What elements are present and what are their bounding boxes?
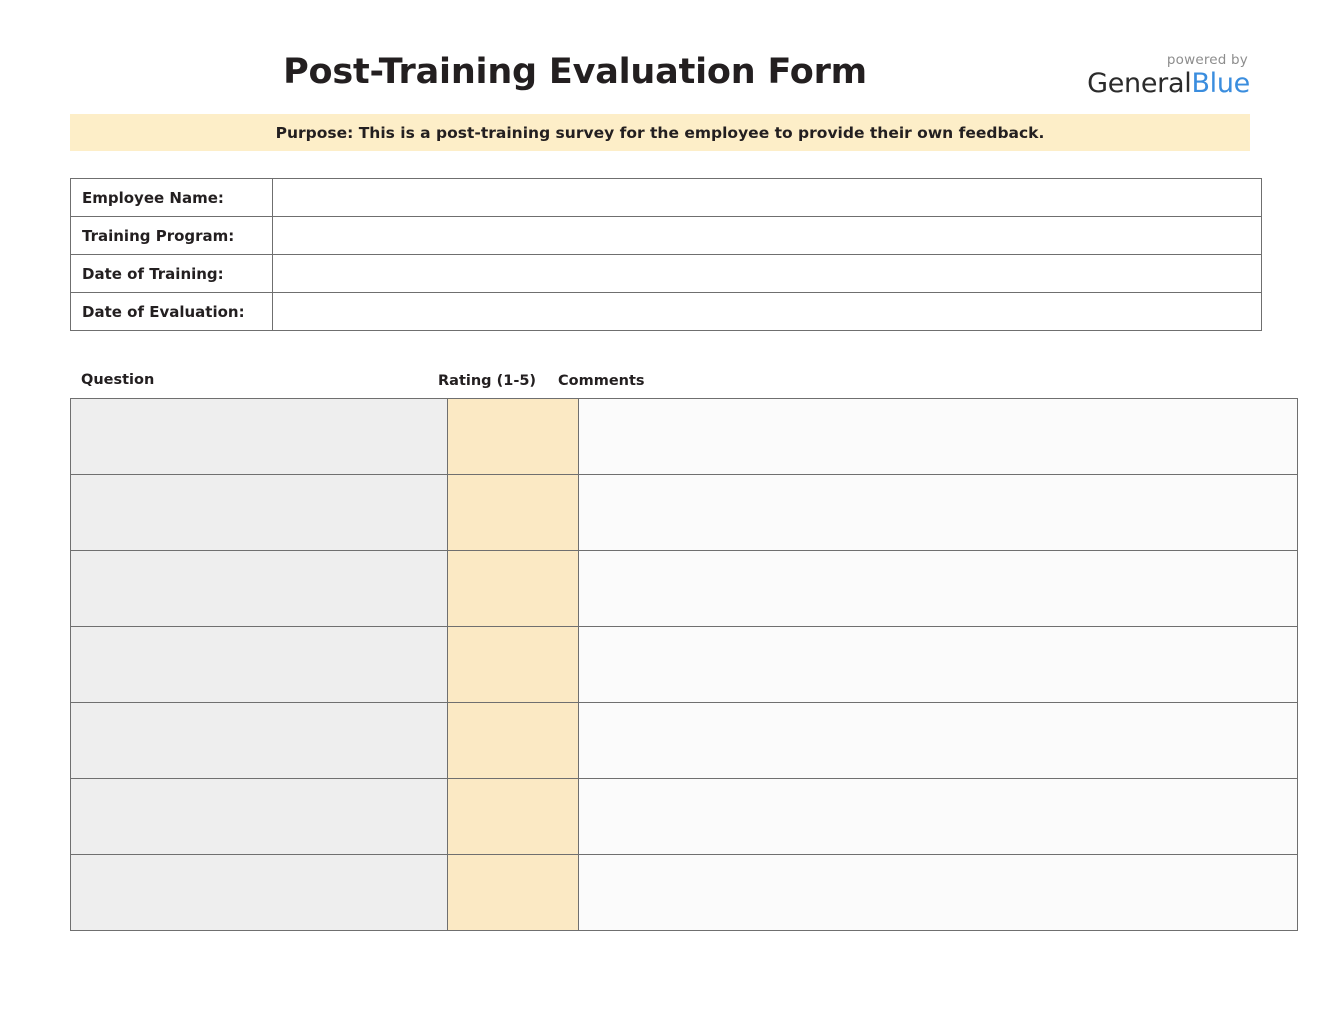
table-row	[71, 779, 1298, 855]
comments-cell[interactable]	[579, 855, 1298, 931]
table-row	[71, 627, 1298, 703]
page-title: Post-Training Evaluation Form	[283, 52, 867, 92]
comments-cell[interactable]	[579, 399, 1298, 475]
table-row	[71, 551, 1298, 627]
powered-by-label: powered by	[1166, 52, 1248, 68]
rating-cell[interactable]	[448, 779, 579, 855]
employee-name-label: Employee Name:	[71, 179, 273, 217]
column-header-question: Question	[81, 372, 155, 388]
comments-cell[interactable]	[579, 779, 1298, 855]
purpose-banner	[70, 114, 1250, 151]
date-of-training-label: Date of Training:	[71, 255, 273, 293]
question-cell[interactable]	[71, 855, 448, 931]
question-cell[interactable]	[71, 703, 448, 779]
table-row	[71, 855, 1298, 931]
evaluation-table	[70, 398, 1298, 931]
brand-name	[1050, 68, 1250, 100]
table-row	[71, 217, 1262, 255]
table-row	[71, 293, 1262, 331]
table-row	[71, 255, 1262, 293]
document-header	[70, 52, 1250, 114]
question-cell[interactable]	[71, 627, 448, 703]
employee-info-table	[70, 178, 1262, 331]
rating-cell[interactable]	[448, 855, 579, 931]
comments-cell[interactable]	[579, 551, 1298, 627]
rating-cell[interactable]	[448, 475, 579, 551]
brand-name-general: General	[1087, 68, 1192, 99]
column-header-comments: Comments	[558, 373, 645, 389]
training-program-field[interactable]	[273, 217, 1262, 255]
rating-cell[interactable]	[448, 399, 579, 475]
table-row	[71, 703, 1298, 779]
table-row	[71, 475, 1298, 551]
evaluation-column-headings	[70, 370, 1250, 394]
rating-cell[interactable]	[448, 551, 579, 627]
date-of-training-field[interactable]	[273, 255, 1262, 293]
training-program-label: Training Program:	[71, 217, 273, 255]
brand-name-blue: Blue	[1191, 68, 1250, 99]
comments-cell[interactable]	[579, 627, 1298, 703]
comments-cell[interactable]	[579, 703, 1298, 779]
comments-cell[interactable]	[579, 475, 1298, 551]
question-cell[interactable]	[71, 475, 448, 551]
rating-cell[interactable]	[448, 703, 579, 779]
question-cell[interactable]	[71, 551, 448, 627]
brand-logo	[1050, 52, 1250, 100]
date-of-evaluation-field[interactable]	[273, 293, 1262, 331]
purpose-text: Purpose: This is a post-training survey for the employee to provide their own feedback.	[275, 123, 1045, 142]
column-header-rating: Rating (1-5)	[438, 373, 537, 389]
table-row	[71, 399, 1298, 475]
question-cell[interactable]	[71, 779, 448, 855]
question-cell[interactable]	[71, 399, 448, 475]
table-row	[71, 179, 1262, 217]
date-of-evaluation-label: Date of Evaluation:	[71, 293, 273, 331]
rating-cell[interactable]	[448, 627, 579, 703]
employee-name-field[interactable]	[273, 179, 1262, 217]
